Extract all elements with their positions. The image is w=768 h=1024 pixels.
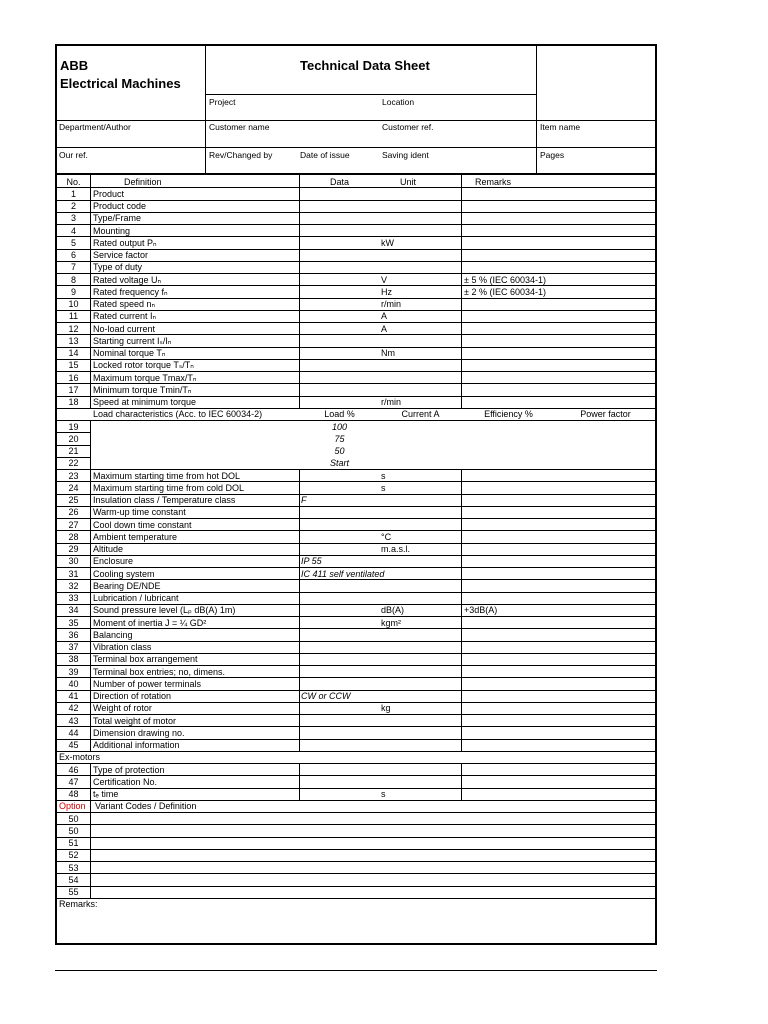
row-number: 9: [70, 286, 76, 297]
row-number: 2: [70, 201, 76, 211]
row-number: 26: [68, 507, 79, 518]
option-row-number: 53: [68, 862, 79, 873]
row-number: 7: [70, 262, 76, 273]
item-name-label: Item name: [540, 122, 581, 132]
row-number: 46: [68, 764, 79, 775]
row-unit: kg: [381, 703, 391, 714]
row-definition: Rated speed nₙ: [93, 299, 156, 309]
row-number: 25: [68, 495, 79, 505]
row-definition: Lubrication / lubricant: [93, 593, 179, 603]
column-divider: [461, 763, 462, 800]
row-number: 3: [70, 213, 76, 224]
row-definition: Rated current Iₙ: [93, 311, 157, 322]
column-divider: [90, 469, 91, 751]
efficiency-header: Efficiency %: [484, 409, 533, 420]
row-divider: [57, 751, 655, 752]
column-divider: [299, 469, 300, 751]
row-divider: [57, 898, 655, 899]
load-value: Start: [329, 458, 349, 469]
row-definition: Maximum starting time from hot DOL: [93, 470, 241, 481]
row-number: 32: [68, 580, 79, 591]
row-definition: Enclosure: [93, 556, 134, 567]
row-definition: Additional information: [93, 740, 180, 750]
col-header-unit: Unit: [400, 176, 417, 187]
row-number: 31: [68, 568, 79, 579]
option-row-number: 51: [68, 838, 79, 848]
option-row-number: 54: [68, 874, 79, 885]
row-unit: r/min: [381, 299, 401, 309]
variant-codes-label: Variant Codes / Definition: [95, 801, 197, 812]
row-unit: V: [381, 274, 388, 285]
row-number: 17: [68, 384, 79, 395]
row-number: 36: [68, 629, 79, 640]
row-definition: Ambient temperature: [93, 531, 178, 542]
row-definition: Vibration class: [93, 642, 152, 652]
location-label: Location: [382, 97, 415, 107]
row-definition: Mounting: [93, 225, 131, 236]
option-label: Option: [59, 801, 86, 812]
load-value: 100: [331, 421, 348, 432]
ex-motors-label: Ex-motors: [59, 752, 101, 763]
row-number: 33: [68, 593, 79, 603]
row-number: 5: [70, 237, 76, 248]
row-number: 12: [68, 323, 79, 334]
col-header-no: No.: [66, 176, 81, 187]
column-divider: [90, 800, 91, 898]
row-unit: Hz: [381, 286, 392, 297]
row-number: 15: [68, 360, 79, 371]
load-value: 50: [334, 446, 345, 456]
row-definition: Maximum starting time from cold DOL: [93, 482, 245, 493]
row-definition: Service factor: [93, 250, 149, 260]
row-data: CW or CCW: [301, 691, 351, 701]
row-definition: Bearing DE/NDE: [93, 580, 161, 591]
row-number: 41: [68, 691, 79, 701]
row-definition: Dimension drawing no.: [93, 727, 185, 738]
row-number: 29: [68, 544, 79, 554]
row-definition: Balancing: [93, 629, 133, 640]
col-header-definition: Definition: [124, 176, 162, 187]
col-header-data: Data: [329, 176, 349, 187]
load-characteristics-label: Load characteristics (Acc. to IEC 60034-2): [93, 409, 263, 420]
row-divider: [57, 886, 655, 887]
row-definition: Nominal torque Tₙ: [93, 348, 166, 358]
division-name: Electrical Machines: [60, 76, 181, 91]
row-definition: Type of protection: [93, 764, 165, 775]
col-header-remarks: Remarks: [475, 176, 512, 187]
row-definition: Type/Frame: [93, 213, 142, 224]
option-row-number: 50: [68, 813, 79, 824]
row-number: 10: [68, 299, 79, 309]
row-number: 14: [68, 348, 79, 358]
row-definition: Rated voltage Uₙ: [93, 274, 162, 285]
row-definition: Locked rotor torque Tₛ/Tₙ: [93, 360, 194, 371]
load-value: 75: [334, 433, 345, 444]
row-definition: Product code: [93, 201, 147, 211]
row-divider: [57, 812, 655, 813]
row-remarks: ± 2 % (IEC 60034-1): [464, 286, 546, 297]
row-data: IP 55: [301, 556, 322, 567]
row-number: 19: [68, 421, 79, 432]
row-definition: Starting current Iₛ/Iₙ: [93, 335, 172, 346]
sheet-title: Technical Data Sheet: [300, 58, 430, 73]
row-unit: kgm²: [381, 617, 401, 628]
row-definition: Number of power terminals: [93, 678, 202, 689]
row-unit: dB(A): [381, 605, 405, 616]
row-definition: Cool down time constant: [93, 519, 192, 530]
row-definition: No-load current: [93, 323, 156, 334]
row-remarks: ± 5 % (IEC 60034-1): [464, 274, 546, 285]
remarks-label: Remarks:: [59, 899, 98, 910]
row-number: 11: [68, 311, 79, 322]
project-label: Project: [209, 97, 236, 107]
row-remarks: +3dB(A): [464, 605, 498, 616]
row-unit: Nm: [381, 348, 395, 358]
column-divider: [299, 175, 300, 408]
row-definition: Sound pressure level (Lₚ dB(A) 1m): [93, 605, 236, 616]
column-divider: [90, 175, 91, 408]
row-number: 23: [68, 470, 79, 481]
row-unit: r/min: [381, 397, 401, 407]
current-header: Current A: [401, 409, 440, 420]
row-number: 13: [68, 335, 79, 346]
row-divider: [57, 837, 655, 838]
row-divider: [57, 849, 655, 850]
row-definition: Moment of inertia J = ¼ GD²: [93, 617, 207, 628]
column-divider: [461, 175, 462, 408]
row-definition: Total weight of motor: [93, 715, 177, 726]
row-definition: Speed at minimum torque: [93, 397, 197, 407]
rev-label: Rev/Changed by: [209, 150, 273, 160]
row-definition: tₑ time: [93, 789, 119, 799]
date-issue-label: Date of issue: [300, 150, 350, 160]
row-number: 47: [68, 776, 79, 787]
row-divider: [57, 873, 655, 874]
row-number: 34: [68, 605, 79, 616]
row-number: 20: [68, 433, 79, 444]
row-definition: Weight of rotor: [93, 703, 152, 714]
row-definition: Rated output Pₙ: [93, 237, 157, 248]
row-number: 43: [68, 715, 79, 726]
row-definition: Certification No.: [93, 776, 158, 787]
row-unit: s: [381, 789, 386, 799]
row-number: 22: [68, 458, 79, 469]
customer-name-label: Customer name: [209, 122, 270, 132]
footer-divider: [55, 970, 657, 971]
row-unit: s: [381, 470, 386, 481]
row-definition: Terminal box arrangement: [93, 654, 198, 665]
row-definition: Cooling system: [93, 568, 155, 579]
row-number: 44: [68, 727, 79, 738]
row-unit: A: [381, 323, 388, 334]
row-number: 37: [68, 642, 79, 652]
row-data: IC 411 self ventilated: [301, 568, 385, 579]
row-number: 27: [68, 519, 79, 530]
row-unit: m.a.s.l.: [381, 544, 411, 554]
column-divider: [299, 763, 300, 800]
row-number: 40: [68, 678, 79, 689]
option-row-number: 50: [68, 825, 79, 836]
row-unit: °C: [381, 531, 392, 542]
row-definition: Rated frequency fₙ: [93, 286, 168, 297]
row-number: 48: [68, 789, 79, 799]
row-number: 18: [68, 397, 79, 407]
row-number: 28: [68, 531, 79, 542]
row-unit: kW: [381, 237, 394, 248]
row-number: 42: [68, 703, 79, 714]
data-sheet: [55, 44, 657, 945]
row-definition: Altitude: [93, 544, 124, 554]
row-number: 30: [68, 556, 79, 567]
our-ref-label: Our ref.: [59, 150, 88, 160]
row-definition: Maximum torque Tmax/Tₙ: [93, 372, 197, 383]
row-number: 6: [70, 250, 76, 260]
row-number: 1: [70, 188, 76, 199]
row-definition: Product: [93, 188, 125, 199]
row-definition: Minimum torque Tmin/Tₙ: [93, 384, 192, 395]
option-row-number: 55: [68, 887, 79, 897]
column-divider: [461, 469, 462, 751]
row-divider: [57, 861, 655, 862]
row-definition: Insulation class / Temperature class: [93, 495, 236, 505]
row-number: 35: [68, 617, 79, 628]
row-data: F: [301, 495, 307, 505]
row-number: 38: [68, 654, 79, 665]
row-divider: [57, 824, 655, 825]
row-number: 24: [68, 482, 79, 493]
load-percent-header: Load %: [324, 409, 355, 420]
row-number: 21: [68, 446, 79, 456]
option-row-number: 52: [68, 850, 79, 861]
row-number: 4: [70, 225, 76, 236]
row-number: 8: [70, 274, 76, 285]
row-number: 16: [68, 372, 79, 383]
company-name: ABB: [60, 58, 89, 73]
row-definition: Terminal box entries; no, dimens.: [93, 666, 226, 677]
row-definition: Type of duty: [93, 262, 143, 273]
customer-ref-label: Customer ref.: [382, 122, 434, 132]
saving-ident-label: Saving ident: [382, 150, 429, 160]
column-divider: [90, 763, 91, 800]
row-number: 45: [68, 740, 79, 750]
column-divider: [90, 420, 91, 469]
pages-label: Pages: [540, 150, 565, 160]
row-definition: Direction of rotation: [93, 691, 172, 701]
department-label: Department/Author: [59, 122, 131, 132]
row-definition: Warm-up time constant: [93, 507, 186, 518]
row-unit: A: [381, 311, 388, 322]
power-factor-header: Power factor: [580, 409, 631, 420]
row-unit: s: [381, 482, 386, 493]
row-number: 39: [68, 666, 79, 677]
